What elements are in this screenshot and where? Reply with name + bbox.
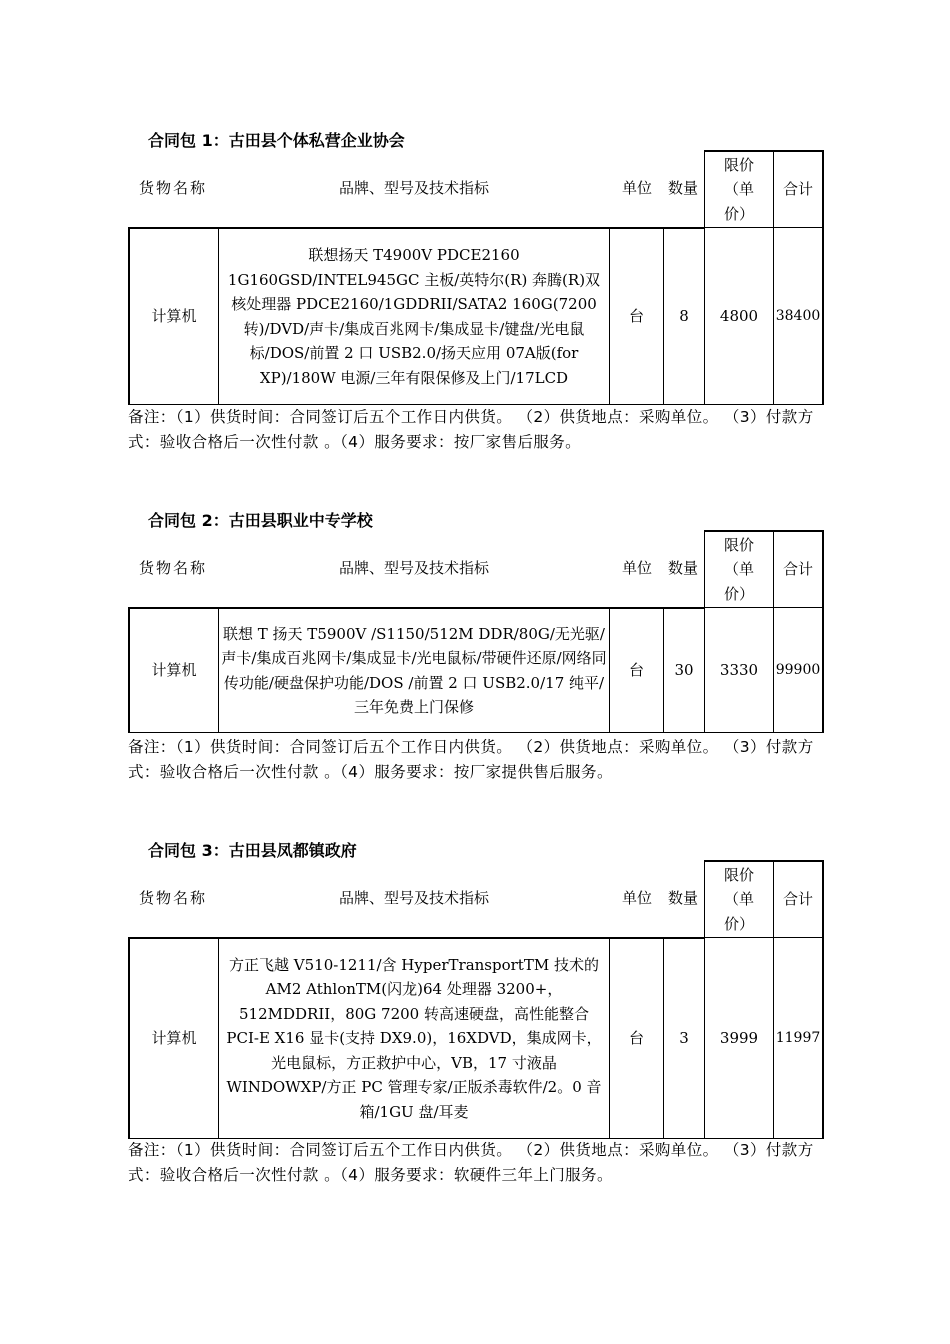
cell-price: 3999 — [704, 937, 774, 1139]
contract-package-1 — [128, 126, 824, 486]
cell-qty: 3 — [663, 937, 705, 1139]
cell-unit: 台 — [609, 227, 664, 405]
header-unit: 单位 — [621, 888, 652, 907]
header-qty: 数量 — [667, 888, 698, 907]
header-total: 合计 — [773, 860, 824, 938]
contract-package-2 — [128, 506, 824, 810]
cell-unit: 台 — [609, 937, 664, 1139]
package-title: 合同包 1：古田县个体私营企业协会 — [148, 131, 405, 150]
cell-qty: 8 — [663, 227, 705, 405]
cell-price: 4800 — [704, 227, 774, 405]
cell-goods-name: 计算机 — [128, 937, 219, 1139]
package-title: 合同包 2：古田县职业中专学校 — [148, 511, 373, 530]
cell-unit: 台 — [609, 607, 664, 733]
cell-goods-name: 计算机 — [128, 607, 219, 733]
package-note: 备注：（1）供货时间：合同签订后五个工作日内供货。 （2）供货地点：采购单位。 （3）付款方式：验收合格后一次性付款 。（4）服务要求：软硬件三年上门服务。 — [128, 1141, 814, 1184]
cell-total: 11997 — [773, 937, 824, 1139]
header-spec: 品牌、型号及技术指标 — [338, 558, 489, 577]
header-total: 合计 — [773, 150, 824, 228]
header-name: 货物名称 — [138, 558, 207, 577]
cell-spec: 方正飞越 V510-1211/含 HyperTransportTM 技术的 AM2 AthlonTM(闪龙)64 处理器 3200+，512MDDRII，80G 7200 转高速硬盘，高性能整合 PCI-E X16 显卡(支持 DX9.0)，16XDVD，集成网卡，光电鼠标，方正救护中心，VB，17 寸液晶 WINDOWXP/方正 PC 管理专家/正版杀毒软件/2。0 音箱/1GU 盘/耳麦 — [218, 937, 610, 1139]
header-qty: 数量 — [667, 558, 698, 577]
header-price: 限价（单价） — [704, 530, 774, 608]
cell-goods-name: 计算机 — [128, 227, 219, 405]
header-price: 限价（单价） — [704, 860, 774, 938]
cell-total: 38400 — [773, 227, 824, 405]
package-title: 合同包 3：古田县凤都镇政府 — [148, 841, 357, 860]
cell-spec: 联想扬天 T4900V PDCE2160 1G160GSD/INTEL945GC 主板/英特尔(R) 奔腾(R)双核处理器 PDCE2160/1GDDRII/SATA2 160G(7200转)/DVD/声卡/集成百兆网卡/集成显卡/键盘/光电鼠标/DOS/前置 2 口 USB2.0/扬天应用 07A版(for XP)/180W 电源/三年有限保修及上门/17LCD — [218, 227, 610, 405]
header-name: 货物名称 — [138, 888, 207, 907]
header-unit: 单位 — [621, 178, 652, 197]
package-note: 备注：（1）供货时间：合同签订后五个工作日内供货。 （2）供货地点：采购单位。 （3）付款方式：验收合格后一次性付款 。（4）服务要求：按厂家提供售后服务。 — [128, 738, 814, 781]
header-spec: 品牌、型号及技术指标 — [338, 178, 489, 197]
header-qty: 数量 — [667, 178, 698, 197]
header-price: 限价（单价） — [704, 150, 774, 228]
package-note: 备注：（1）供货时间：合同签订后五个工作日内供货。 （2）供货地点：采购单位。 （3）付款方式：验收合格后一次性付款 。（4）服务要求：按厂家售后服务。 — [128, 408, 814, 451]
header-name: 货物名称 — [138, 178, 207, 197]
cell-qty: 30 — [663, 607, 705, 733]
header-spec: 品牌、型号及技术指标 — [338, 888, 489, 907]
header-total: 合计 — [773, 530, 824, 608]
cell-total: 99900 — [773, 607, 824, 733]
header-unit: 单位 — [621, 558, 652, 577]
cell-price: 3330 — [704, 607, 774, 733]
cell-spec: 联想 T 扬天 T5900V /S1150/512M DDR/80G/无光驱/声卡/集成百兆网卡/集成显卡/光电鼠标/带硬件还原/网络同传功能/硬盘保护功能/DOS /前置 2 口 USB2.0/17 纯平/三年免费上门保修 — [218, 607, 610, 733]
contract-package-3 — [128, 836, 824, 1216]
